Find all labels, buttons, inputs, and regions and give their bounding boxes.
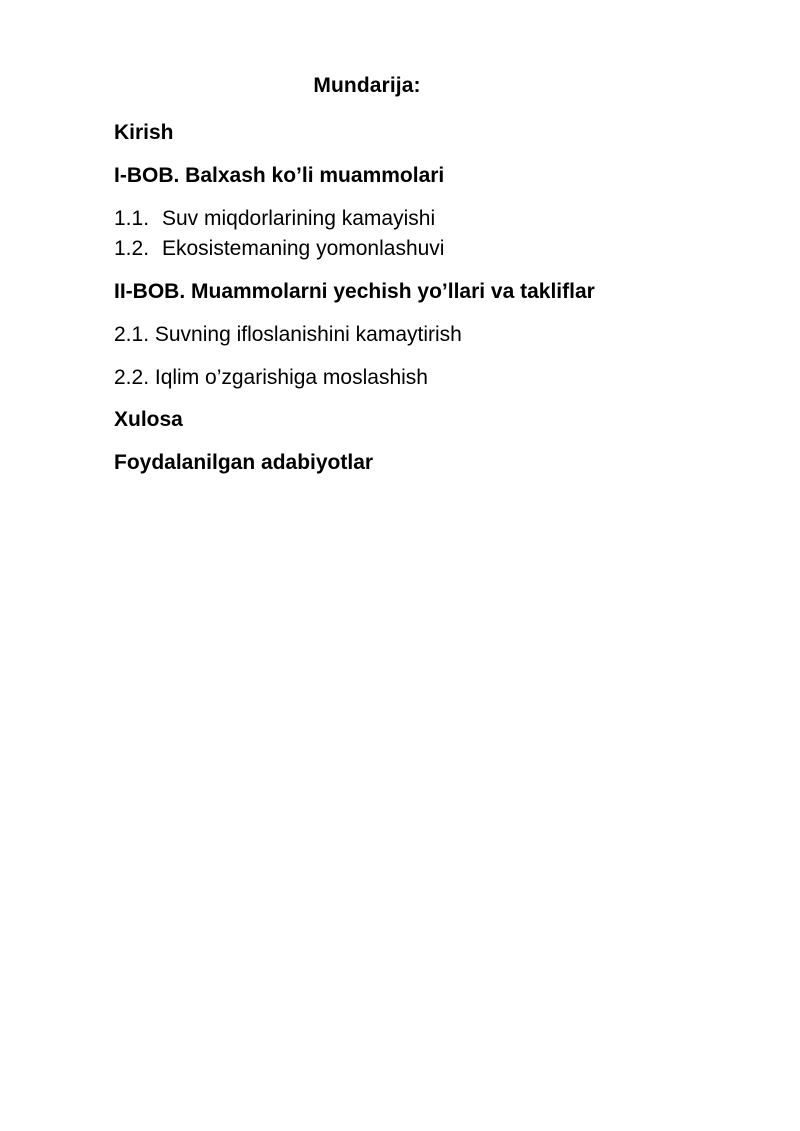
toc-section-1-2 <box>114 235 444 263</box>
toc-title: Mundarija: <box>313 74 421 97</box>
toc-section-1-1 <box>114 205 435 233</box>
section-text: Ekosistemaning yomonlashuvi <box>162 237 445 260</box>
toc-entry-intro: Kirish <box>114 121 174 144</box>
toc-chapter-1-heading: I-BOB. Balxash ko’li muammolari <box>114 164 445 187</box>
toc-section-2-1: 2.1. Suvning ifloslanishini kamaytirish <box>114 323 462 346</box>
section-number: 1.2. <box>114 237 150 260</box>
toc-chapter-2-heading: II-BOB. Muammolarni yechish yo’llari va takliflar <box>114 280 595 303</box>
section-number: 1.1. <box>114 207 150 230</box>
toc-section-2-2: 2.2. Iqlim o’zgarishiga moslashish <box>114 366 428 389</box>
toc-entry-references: Foydalanilgan adabiyotlar <box>114 451 374 474</box>
section-text: Suv miqdorlarining kamayishi <box>162 207 436 230</box>
toc-entry-conclusion: Xulosa <box>114 408 183 431</box>
